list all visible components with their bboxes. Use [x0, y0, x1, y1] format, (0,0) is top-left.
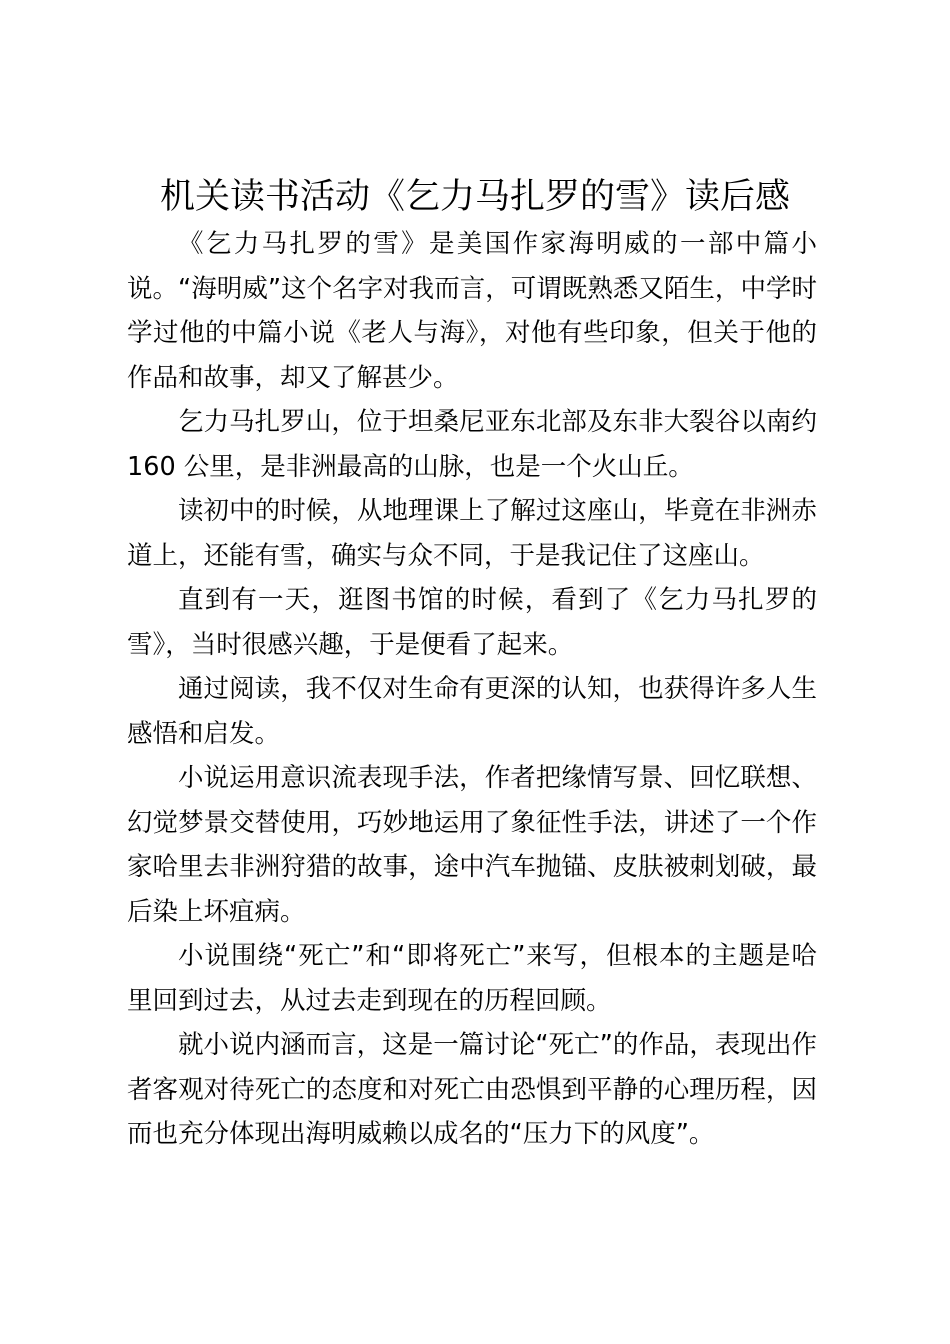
paragraph-1: 《乞力马扎罗的雪》是美国作家海明威的一部中篇小说。“海明威”这个名字对我而言，可谓既熟悉又陌生，中学时学过他的中篇小说《老人与海》，对他有些印象，但关于他的作品和故事，却又了解甚少。	[127, 229, 817, 393]
paragraph-8: 就小说内涵而言，这是一篇讨论“死亡”的作品，表现出作者客观对待死亡的态度和对死亡由恐惧到平静的心理历程，因而也充分体现出海明威赖以成名的“压力下的风度”。	[127, 1030, 817, 1149]
paragraph-2: 乞力马扎罗山，位于坦桑尼亚东北部及东非大裂谷以南约160 公里，是非洲最高的山脉，也是一个火山丘。	[127, 407, 817, 482]
document-title: 机关读书活动《乞力马扎罗的雪》读后感	[159, 177, 790, 217]
paragraph-3: 读初中的时候，从地理课上了解过这座山，毕竟在非洲赤道上，还能有雪，确实与众不同，于是我记住了这座山。	[127, 496, 817, 571]
paragraph-6: 小说运用意识流表现手法，作者把缘情写景、回忆联想、幻觉梦景交替使用，巧妙地运用了象征性手法，讲述了一个作家哈里去非洲狩猎的故事，途中汽车抛锚、皮肤被刺划破，最后染上坏疽病。	[127, 763, 817, 927]
paragraph-7: 小说围绕“死亡”和“即将死亡”来写，但根本的主题是哈里回到过去，从过去走到现在的历程回顾。	[127, 941, 817, 1016]
document-body	[127, 222, 817, 1157]
paragraph-4: 直到有一天，逛图书馆的时候，看到了《乞力马扎罗的雪》，当时很感兴趣，于是便看了起来。	[127, 585, 817, 660]
paragraph-5: 通过阅读，我不仅对生命有更深的认知，也获得许多人生感悟和启发。	[127, 674, 817, 749]
